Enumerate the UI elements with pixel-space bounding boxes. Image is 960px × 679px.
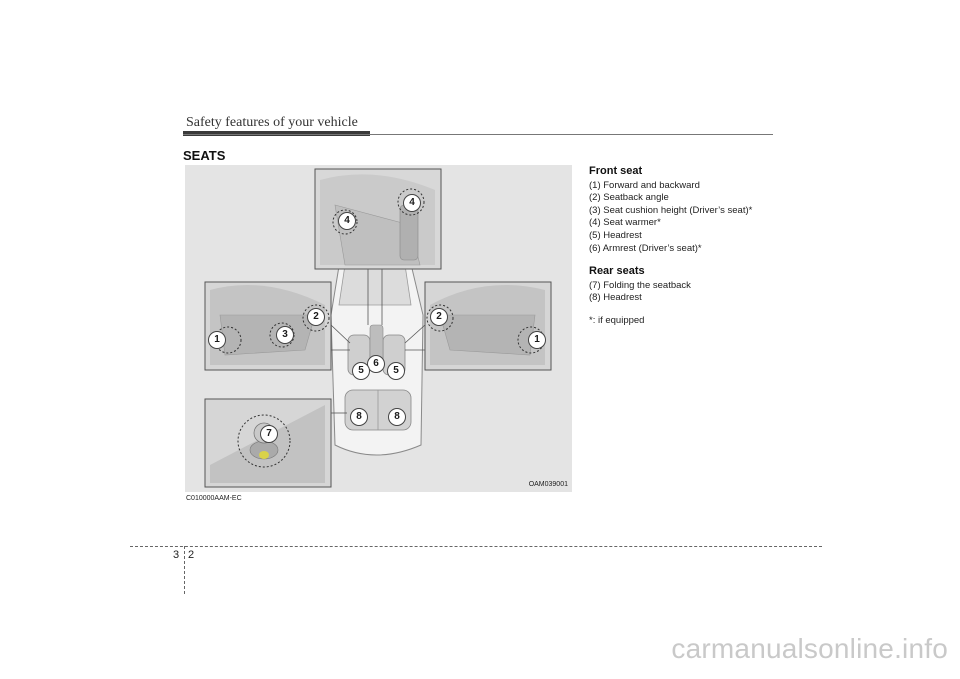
front-seat-list (589, 180, 789, 256)
page-number-divider (184, 546, 185, 594)
footnote: *: if equipped (589, 314, 645, 326)
watermark: carmanualsonline.info (671, 633, 948, 664)
list-item: (3) Seat cushion height (Driver’s seat)* (589, 204, 753, 216)
callout-8-left: 8 (350, 408, 368, 426)
list-item: (4) Seat warmer* (589, 217, 661, 229)
callout-2-right: 2 (430, 308, 448, 326)
header-rule (183, 134, 773, 135)
page-number: 2 (188, 549, 195, 561)
reference-code: C010000AAM-EC (186, 495, 242, 502)
list-item: (1) Forward and backward (589, 179, 700, 191)
figure-code: OAM039001 (528, 481, 568, 488)
callout-1-right: 1 (528, 331, 546, 349)
seat-controls-figure (185, 165, 572, 492)
callout-4-right: 4 (403, 194, 421, 212)
callout-5-left: 5 (352, 362, 370, 380)
list-item: (8) Headrest (589, 292, 642, 304)
callout-6: 6 (367, 355, 385, 373)
callout-5-right: 5 (387, 362, 405, 380)
section-title: SEATS (183, 148, 226, 163)
seat-legend (589, 165, 789, 328)
front-seat-heading: Front seat (589, 165, 643, 177)
chapter-number: 3 (173, 549, 180, 561)
callout-4-left: 4 (338, 212, 356, 230)
list-item: (6) Armrest (Driver’s seat)* (589, 242, 702, 254)
list-item: (5) Headrest (589, 229, 642, 241)
callout-3: 3 (276, 326, 294, 344)
footer-divider (130, 546, 822, 547)
seat-illustration (185, 165, 572, 492)
header-title: Safety features of your vehicle (186, 115, 358, 130)
callout-1-left: 1 (208, 331, 226, 349)
callout-7: 7 (260, 425, 278, 443)
list-item: (2) Seatback angle (589, 192, 669, 204)
list-item: (7) Folding the seatback (589, 279, 691, 291)
callout-2-left: 2 (307, 308, 325, 326)
rear-seats-heading: Rear seats (589, 265, 645, 278)
rear-seats-list (589, 280, 789, 305)
callout-8-right: 8 (388, 408, 406, 426)
